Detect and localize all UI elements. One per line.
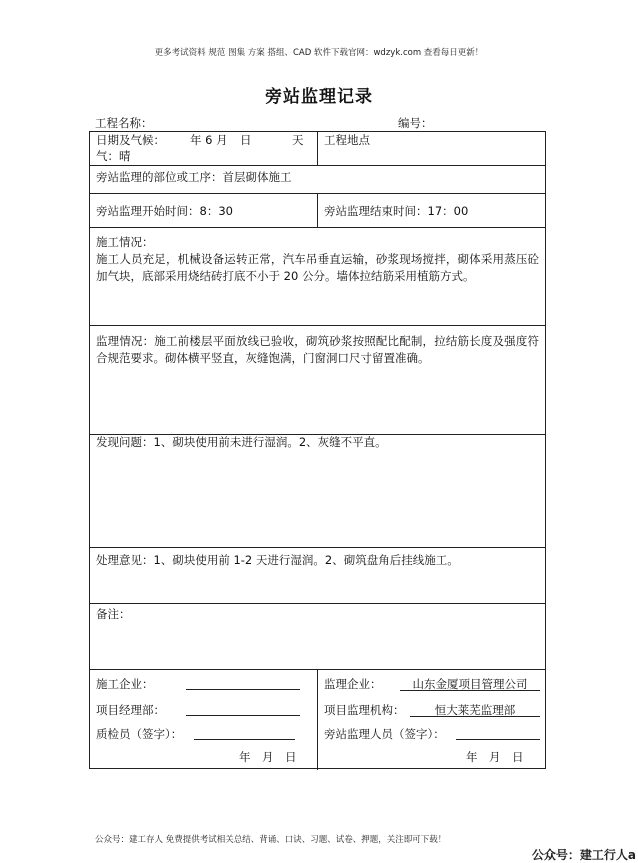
- weather-label: 天: [292, 133, 304, 147]
- supervision-company-label: 监理企业：: [324, 677, 382, 691]
- supervision-company-line: [400, 690, 540, 691]
- column-divider: [317, 669, 318, 770]
- column-divider: [317, 193, 318, 227]
- supervisor-person-line: [456, 739, 540, 740]
- date-month: 年 6 月: [190, 133, 228, 147]
- supervision-record-form: [89, 131, 546, 769]
- handling-text: 处理意见：1、砌块使用前 1-2 天进行湿润。2、砌筑盘角后挂线施工。: [96, 553, 459, 567]
- page-title: 旁站监理记录: [265, 87, 373, 107]
- row-divider: [90, 227, 545, 228]
- date-weather-label: 日期及气候：: [96, 133, 165, 147]
- problems-text: 发现问题：1、砌块使用前未进行湿润。2、灰缝不平直。: [96, 435, 387, 449]
- supervision-agency-line: [410, 716, 540, 717]
- start-time: 旁站监理开始时间：8：30: [96, 204, 233, 218]
- end-time: 旁站监理结束时间：17：00: [324, 204, 469, 218]
- project-location-label: 工程地点: [324, 133, 370, 147]
- remarks-label: 备注：: [96, 607, 131, 621]
- right-date-label: 年 月 日: [466, 750, 524, 764]
- left-date-label: 年 月 日: [239, 750, 297, 764]
- construction-label: 施工情况：: [96, 235, 154, 249]
- footer-note: 公众号：建工存人 免费提供考试相关总结、背诵、口诀、习题、试卷、押题，关注即可下载！: [95, 835, 447, 845]
- date-day: 日: [240, 133, 252, 147]
- part-process: 旁站监理的部位或工序：首层砌体施工: [96, 170, 292, 184]
- supervision-company-value: 山东金厦项目管理公司: [412, 677, 528, 691]
- column-divider: [317, 132, 318, 165]
- row-divider: [90, 547, 545, 548]
- watermark: 公众号：建工行人a: [531, 848, 636, 862]
- supervision-agency-value: 恒大莱芜监理部: [434, 703, 516, 717]
- row-divider: [90, 325, 545, 326]
- supervision-agency-label: 项目监理机构：: [324, 703, 405, 717]
- construction-company-label: 施工企业：: [96, 677, 154, 691]
- row-divider: [90, 165, 545, 166]
- construction-company-line: [186, 689, 300, 690]
- weather-value: 气：晴: [96, 149, 131, 163]
- header-note: 更多考试资料 规范 图集 方案 搭组、CAD 软件下载官网：wdzyk.com 查看每日更新！: [154, 48, 484, 58]
- project-manager-label: 项目经理部：: [96, 703, 165, 717]
- project-manager-line: [186, 715, 300, 716]
- project-name-label: 工程名称：: [95, 116, 153, 130]
- supervision-text: 监理情况：施工前楼层平面放线已验收，砌筑砂浆按照配比配制，拉结筋长度及强度符合规范要求。砌体横平竖直，灰缝饱满，门窗洞口尺寸留置准确。: [96, 334, 539, 365]
- inspector-line: [194, 739, 295, 740]
- inspector-label: 质检员（签字）：: [96, 727, 183, 741]
- construction-text: 施工人员充足，机械设备运转正常，汽车吊垂直运输，砂浆现场搅拌，砌体采用蒸压砼加气块，底部采用烧结砖打底不小于 20 公分。墙体拉结筋采用植筋方式。: [96, 252, 539, 283]
- supervisor-person-label: 旁站监理人员（签字）：: [324, 727, 445, 741]
- row-divider: [90, 603, 545, 604]
- number-label: 编号：: [398, 116, 433, 130]
